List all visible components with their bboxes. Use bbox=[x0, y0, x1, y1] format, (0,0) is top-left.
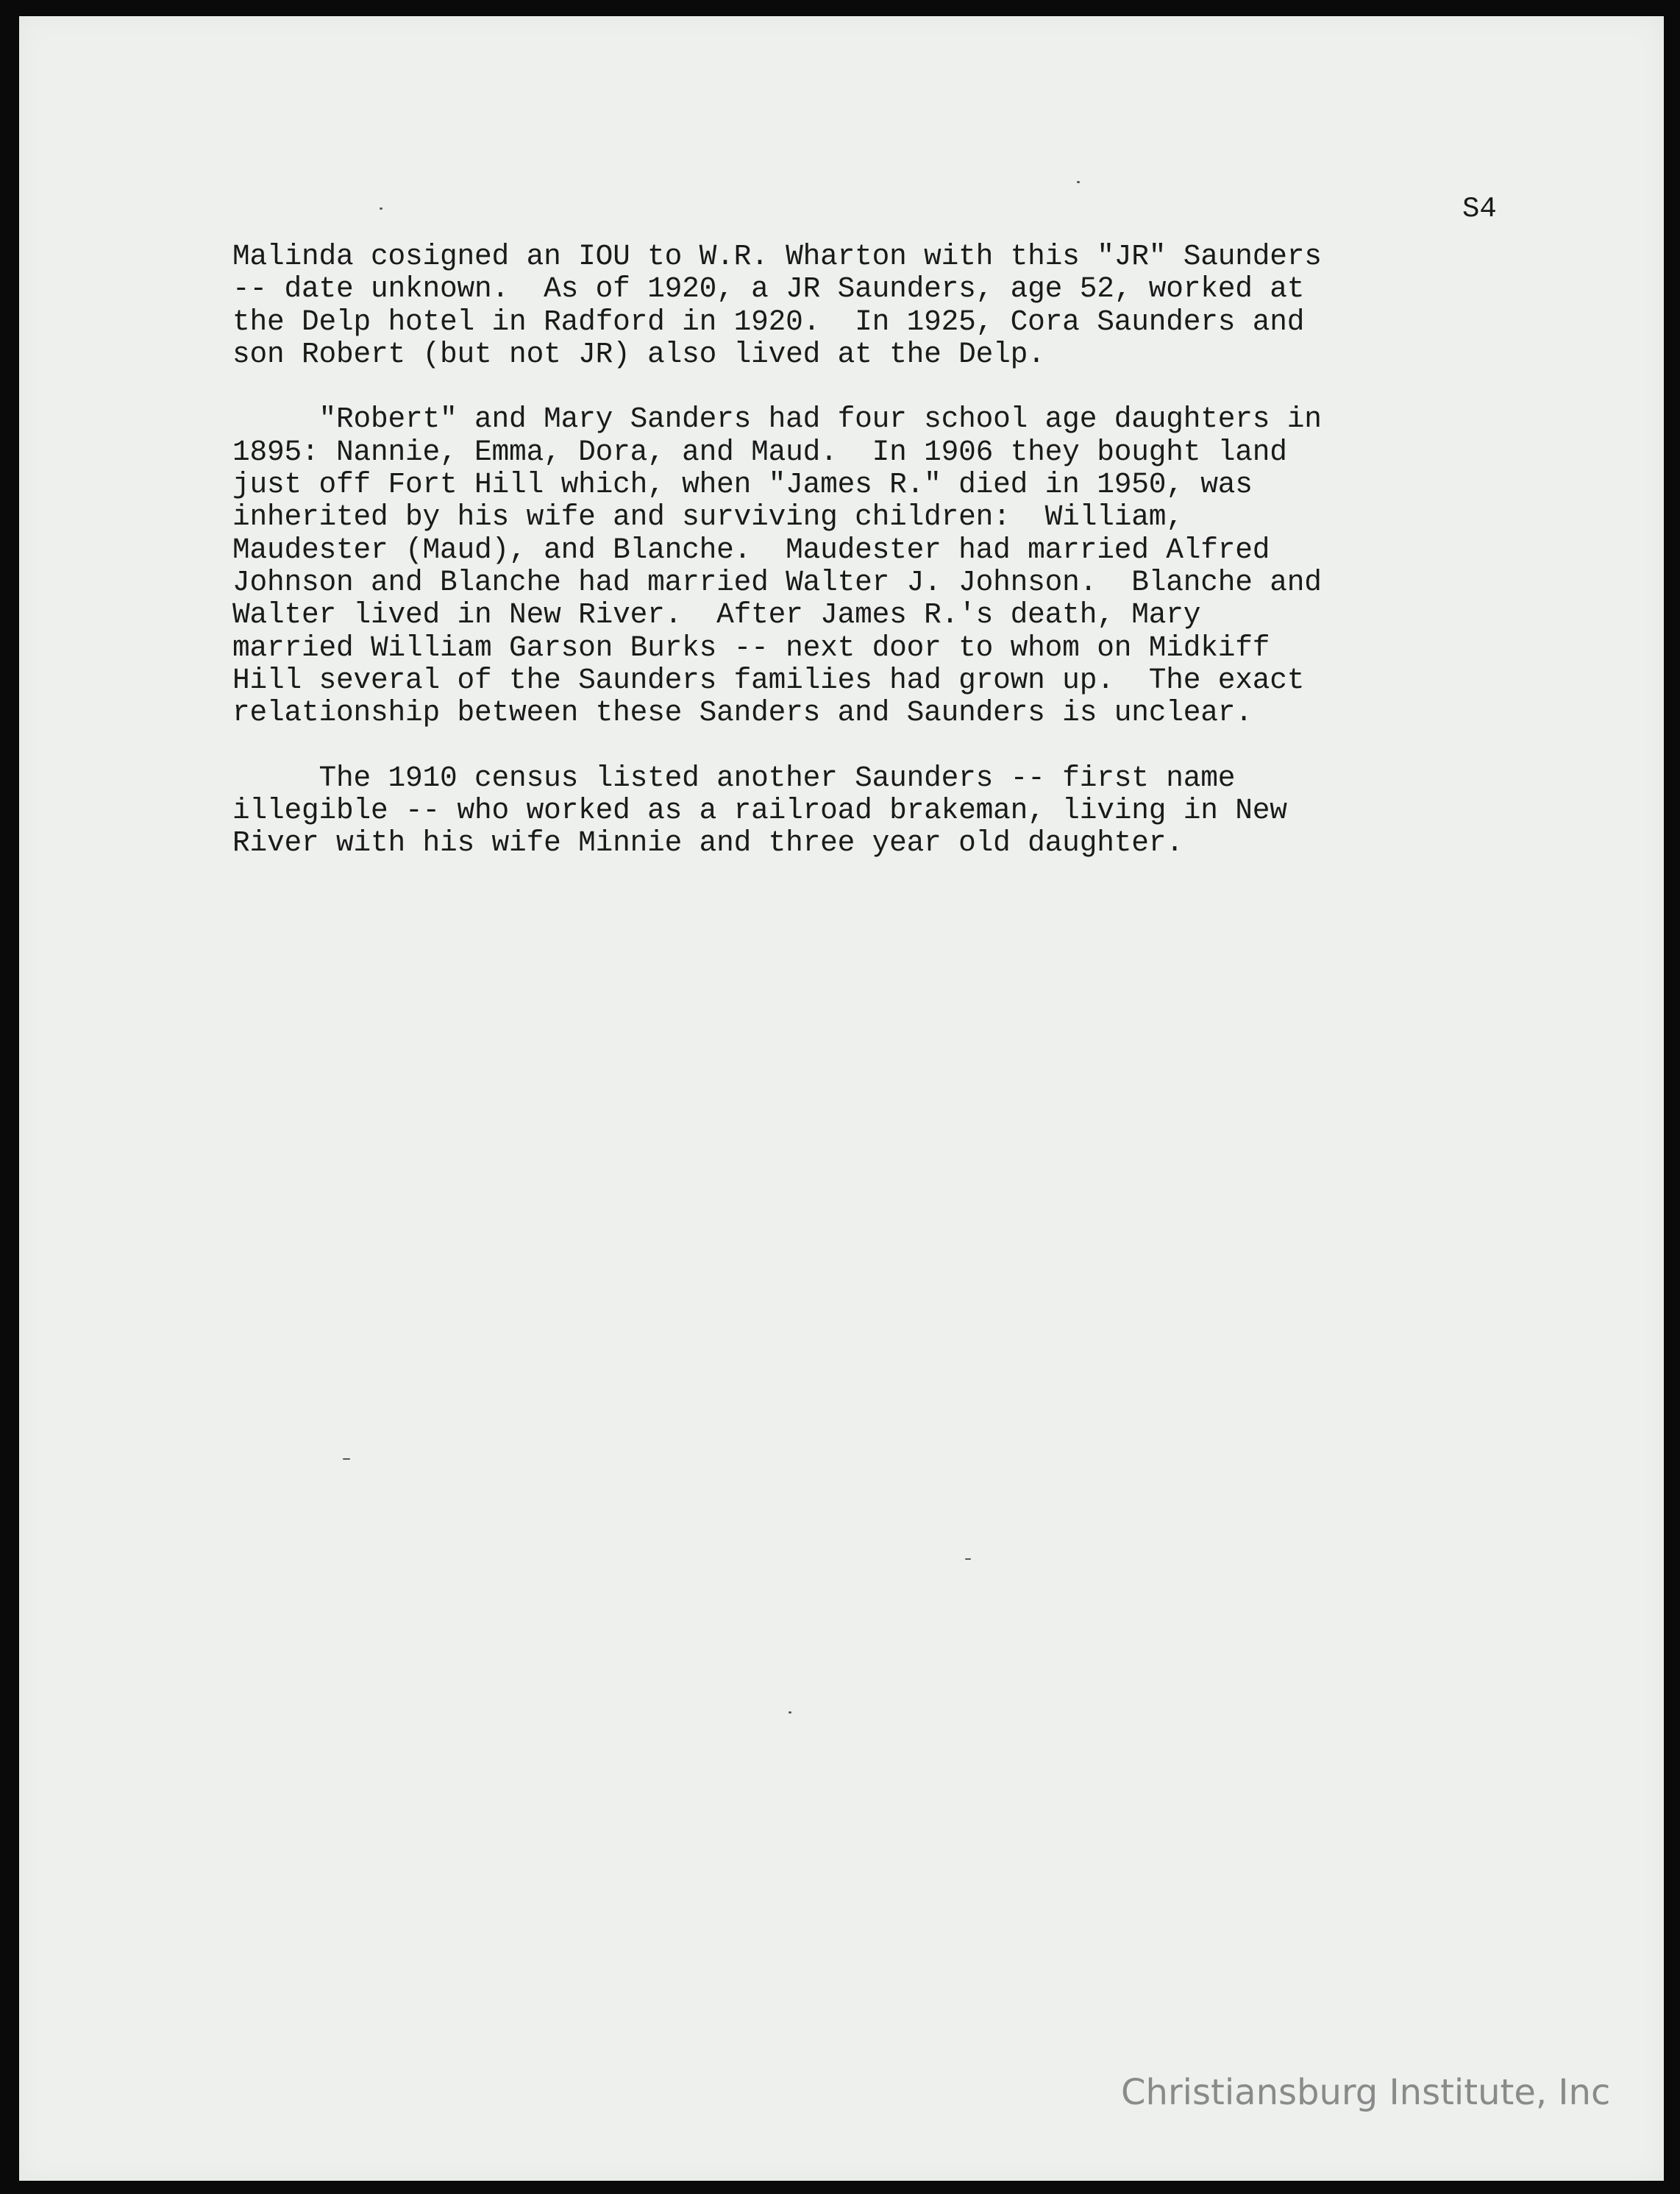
paragraph-1: Malinda cosigned an IOU to W.R. Wharton with this "JR" Saunders -- date unknown. As of 1920, a JR Saunders, age 52, worked at the Delp hotel in Radford in 1920. In 1925, Cora Saunders and son Robert (but not JR) also lived at the Delp. bbox=[232, 240, 1322, 371]
document-body bbox=[232, 241, 1498, 892]
paper-speck bbox=[1077, 181, 1080, 183]
paper-speck bbox=[965, 1558, 971, 1560]
paper-speck bbox=[343, 1458, 350, 1460]
paragraph-3: The 1910 census listed another Saunders -- first name illegible -- who worked as a railroad brakeman, living in New River with his wife Minnie and three year old daughter. bbox=[232, 761, 1287, 860]
paper-speck bbox=[380, 207, 382, 210]
paper-speck bbox=[789, 1711, 791, 1714]
page-number: S4 bbox=[1462, 193, 1497, 225]
paragraph-2: "Robert" and Mary Sanders had four school age daughters in 1895: Nannie, Emma, Dora, and Maud. In 1906 they bought land just off Fort Hill which, when "James R." died in 1950, was inherited by his wife and surviving children: William, Maudester (Maud), and Blanche. Maudester had married Alfred Johnson and Blanche had married Walter J. Johnson. Blanche and Walter lived in New River. After James R.'s death, Mary married William Garson Burks -- next door to whom on Midkiff Hill several of the Saunders families had grown up. The exact relationship between these Sanders and Saunders is unclear. bbox=[232, 402, 1322, 730]
institution-watermark: Christiansburg Institute, Inc bbox=[1121, 2072, 1611, 2113]
